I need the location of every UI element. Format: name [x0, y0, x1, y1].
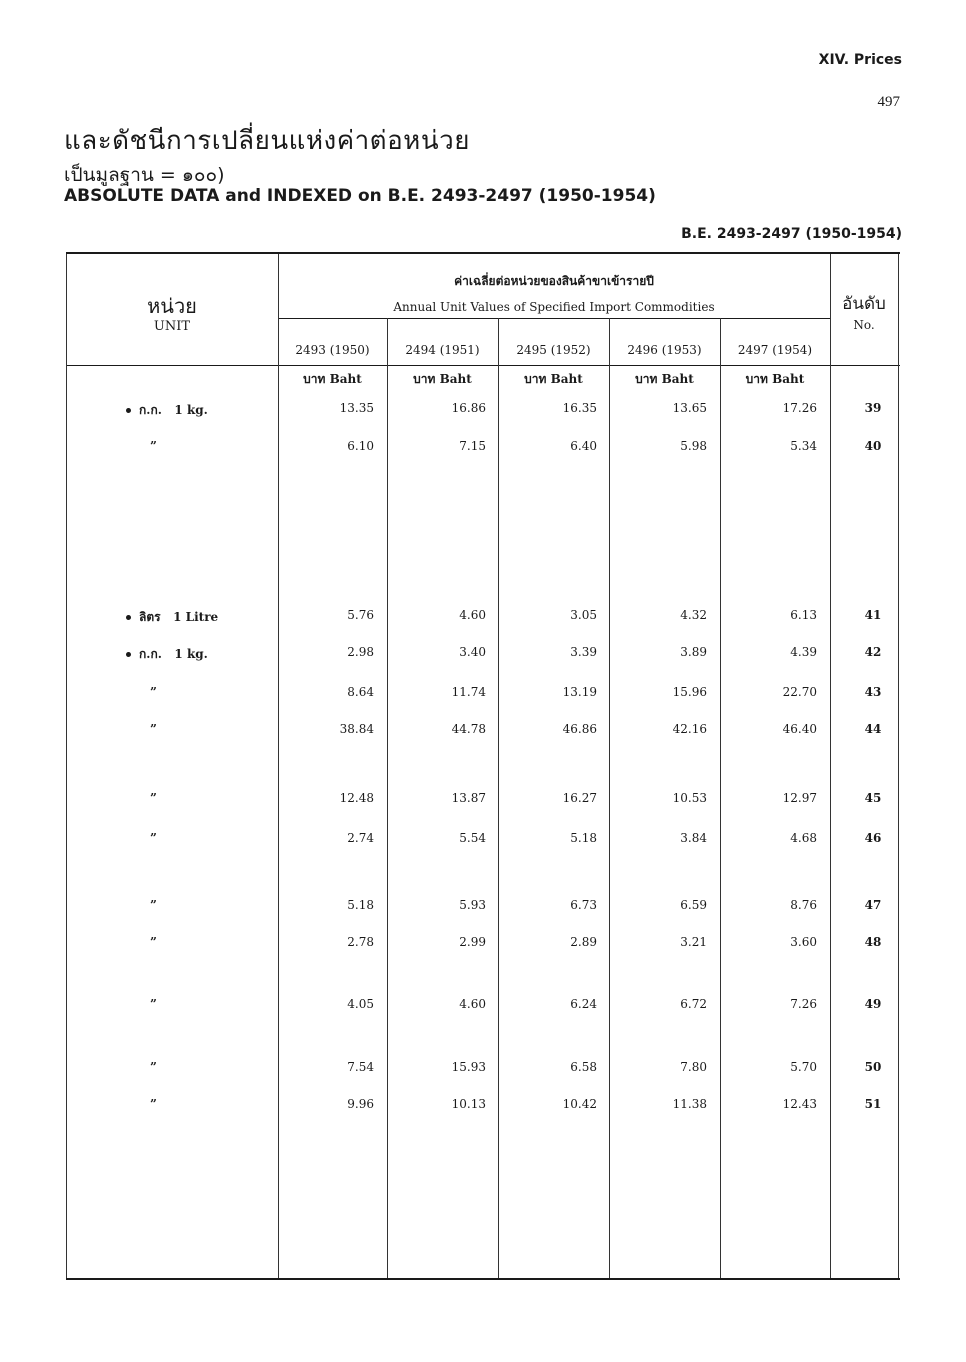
unit-text: ” — [150, 898, 157, 912]
row-number: 42 — [864, 645, 882, 659]
year-header: 2493 (1950) — [295, 343, 370, 357]
group-header-english: Annual Unit Values of Specified Import Commodities — [393, 300, 715, 314]
row-number: 47 — [864, 898, 882, 912]
value-cell: 10.53 — [672, 791, 707, 805]
value-cell: 5.18 — [570, 831, 597, 845]
unit-cell — [150, 997, 157, 1011]
year-header: 2496 (1953) — [627, 343, 702, 357]
value-cell: 8.64 — [347, 685, 374, 699]
unit-text: ” — [150, 997, 157, 1011]
value-cell: 46.86 — [562, 722, 597, 736]
value-cell: 6.58 — [570, 1060, 597, 1074]
table-bottom-rule — [66, 1278, 900, 1280]
value-cell: 5.70 — [790, 1060, 817, 1074]
value-cell: 3.89 — [680, 645, 707, 659]
value-cell: 3.60 — [790, 935, 817, 949]
value-cell: 16.35 — [562, 401, 597, 415]
bullet-icon — [126, 652, 131, 657]
unit-text: ก.ก. 1 kg. — [139, 403, 208, 417]
unit-text: ” — [150, 1097, 157, 1111]
value-cell: 5.76 — [347, 608, 374, 622]
unit-text: ” — [150, 685, 157, 699]
unit-header-english: UNIT — [153, 319, 191, 334]
value-cell: 6.72 — [680, 997, 707, 1011]
value-cell: 4.39 — [790, 645, 817, 659]
row-number: 39 — [864, 401, 882, 415]
value-cell: 16.27 — [562, 791, 597, 805]
table-header-rule — [66, 365, 900, 366]
unit-text: ลิตร 1 Litre — [139, 610, 219, 624]
row-number: 51 — [864, 1097, 882, 1111]
value-cell: 22.70 — [782, 685, 817, 699]
unit-text: ” — [150, 439, 157, 453]
value-cell: 8.76 — [790, 898, 817, 912]
value-cell: 12.43 — [782, 1097, 817, 1111]
value-cell: 2.78 — [347, 935, 374, 949]
value-cell: 4.60 — [459, 608, 486, 622]
group-header-thai: ค่าเฉลี่ยต่อหน่วยของสินค้าขาเข้ารายปี — [454, 274, 654, 288]
value-cell: 2.99 — [459, 935, 486, 949]
value-cell: 4.60 — [459, 997, 486, 1011]
value-cell: 44.78 — [451, 722, 486, 736]
year-header: 2494 (1951) — [405, 343, 480, 357]
unit-cell — [150, 831, 157, 845]
column-divider — [278, 254, 279, 1278]
unit-text: ” — [150, 791, 157, 805]
value-cell: 7.26 — [790, 997, 817, 1011]
value-cell: 13.35 — [339, 401, 374, 415]
value-cell: 6.73 — [570, 898, 597, 912]
value-cell: 12.97 — [782, 791, 817, 805]
value-cell: 5.54 — [459, 831, 486, 845]
value-cell: 46.40 — [782, 722, 817, 736]
page-number: 497 — [877, 94, 900, 110]
value-cell: 7.15 — [459, 439, 486, 453]
value-cell: 38.84 — [339, 722, 374, 736]
row-number: 43 — [864, 685, 882, 699]
value-cell: 42.16 — [672, 722, 707, 736]
unit-text: ” — [150, 1060, 157, 1074]
table-left-border — [66, 254, 67, 1278]
currency-label: บาท Baht — [524, 372, 583, 386]
column-divider — [720, 318, 721, 1278]
unit-text: ก.ก. 1 kg. — [139, 647, 208, 661]
value-cell: 11.38 — [672, 1097, 707, 1111]
currency-label: บาท Baht — [303, 372, 362, 386]
value-cell: 6.10 — [347, 439, 374, 453]
value-cell: 12.48 — [339, 791, 374, 805]
value-cell: 3.40 — [459, 645, 486, 659]
value-cell: 13.87 — [451, 791, 486, 805]
row-number: 48 — [864, 935, 882, 949]
value-cell: 4.68 — [790, 831, 817, 845]
unit-cell — [150, 685, 157, 699]
value-cell: 2.74 — [347, 831, 374, 845]
unit-text: ” — [150, 935, 157, 949]
value-cell: 4.05 — [347, 997, 374, 1011]
unit-cell — [150, 1060, 157, 1074]
group-header-rule — [278, 318, 830, 319]
chapter-label: XIV. Prices — [818, 52, 902, 68]
unit-cell — [150, 439, 157, 453]
value-cell: 11.74 — [451, 685, 486, 699]
value-cell: 13.19 — [562, 685, 597, 699]
value-cell: 3.21 — [680, 935, 707, 949]
column-divider — [830, 254, 831, 1278]
value-cell: 2.89 — [570, 935, 597, 949]
year-header: 2495 (1952) — [516, 343, 591, 357]
value-cell: 7.54 — [347, 1060, 374, 1074]
page-title-thai: และดัชนีการเปลี่ยนแห่งค่าต่อหน่วย — [64, 126, 470, 156]
value-cell: 3.39 — [570, 645, 597, 659]
period-label: B.E. 2493-2497 (1950-1954) — [681, 226, 902, 242]
value-cell: 3.84 — [680, 831, 707, 845]
table-right-border — [898, 254, 899, 1278]
value-cell: 10.42 — [562, 1097, 597, 1111]
unit-cell — [126, 608, 218, 627]
value-cell: 6.13 — [790, 608, 817, 622]
value-cell: 6.40 — [570, 439, 597, 453]
unit-text: ” — [150, 831, 157, 845]
value-cell: 16.86 — [451, 401, 486, 415]
page-subtitle-thai: เป็นมูลฐาน = ๑๐๐) — [64, 164, 225, 186]
value-cell: 4.32 — [680, 608, 707, 622]
value-cell: 2.98 — [347, 645, 374, 659]
currency-label: บาท Baht — [745, 372, 805, 386]
row-number: 46 — [864, 831, 882, 845]
value-cell: 13.65 — [672, 401, 707, 415]
currency-label: บาท Baht — [635, 372, 694, 386]
column-divider — [387, 318, 388, 1278]
value-cell: 15.96 — [672, 685, 707, 699]
row-number: 41 — [864, 608, 882, 622]
year-header: 2497 (1954) — [737, 343, 813, 357]
value-cell: 6.59 — [680, 898, 707, 912]
unit-cell — [150, 791, 157, 805]
currency-label: บาท Baht — [413, 372, 472, 386]
number-header-thai: อันดับ — [842, 294, 886, 314]
value-cell: 10.13 — [451, 1097, 486, 1111]
row-number: 49 — [864, 997, 882, 1011]
bullet-icon — [126, 408, 131, 413]
value-cell: 5.34 — [790, 439, 817, 453]
unit-cell — [150, 722, 157, 736]
bullet-icon — [126, 615, 131, 620]
row-number: 45 — [864, 791, 882, 805]
unit-cell — [150, 898, 157, 912]
unit-cell — [150, 935, 157, 949]
page-title-english: ABSOLUTE DATA and INDEXED on B.E. 2493-2497 (1950-1954) — [64, 186, 656, 206]
value-cell: 3.05 — [570, 608, 597, 622]
column-divider — [609, 318, 610, 1278]
row-number: 44 — [864, 722, 882, 736]
unit-cell — [126, 401, 208, 420]
column-divider — [498, 318, 499, 1278]
value-cell: 5.98 — [680, 439, 707, 453]
table-top-rule — [66, 252, 900, 254]
value-cell: 5.18 — [347, 898, 374, 912]
value-cell: 15.93 — [451, 1060, 486, 1074]
unit-cell — [150, 1097, 157, 1111]
value-cell: 7.80 — [680, 1060, 707, 1074]
number-header-english: No. — [853, 318, 875, 332]
row-number: 50 — [864, 1060, 882, 1074]
unit-text: ” — [150, 722, 157, 736]
value-cell: 5.93 — [459, 898, 486, 912]
value-cell: 6.24 — [570, 997, 597, 1011]
value-cell: 9.96 — [347, 1097, 374, 1111]
value-cell: 17.26 — [782, 401, 817, 415]
unit-cell — [126, 645, 208, 664]
row-number: 40 — [864, 439, 882, 453]
unit-header-thai: หน่วย — [147, 294, 197, 318]
